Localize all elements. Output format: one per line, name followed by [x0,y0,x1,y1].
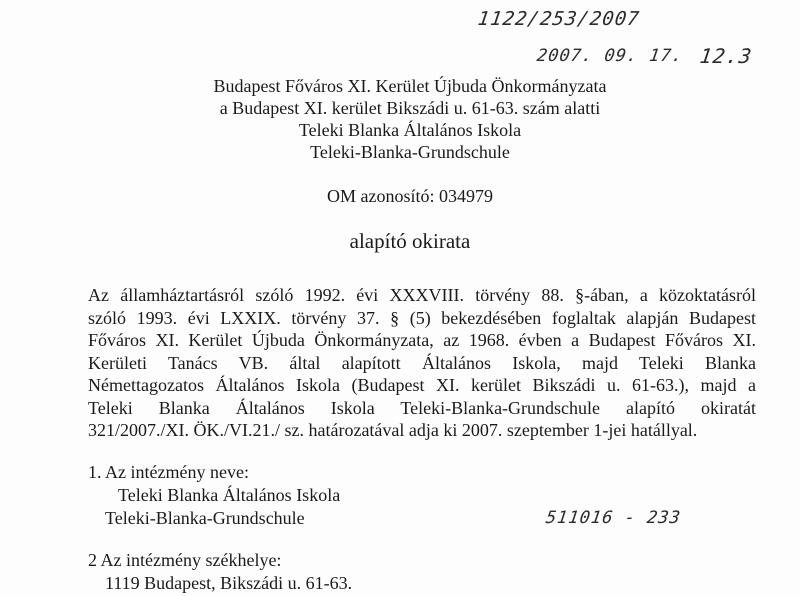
section-institution-seat [88,549,352,595]
paragraph-line: Kerületi Tanács VB. által alapított Általános Iskola, majd Teleki Blanka [88,352,756,373]
paragraph-line: Némettagozatos Általános Iskola (Budapest XI. kerület Bikszádi u. 61-63.), majd a [88,375,756,395]
paragraph-line: Főváros XI. Kerület Újbuda Önkormányzata, az 1968. évben a Budapest Főváros XI. [88,330,756,350]
document-title: alapító okirata [349,229,471,253]
handwritten-page-mark: 12.3 [698,44,754,68]
section-heading: 2 Az intézmény székhelye: [88,550,282,570]
paragraph-line: Az államháztartásról szóló 1992. évi XXXVIII. törvény 88. §-ában, a közoktatásról [88,285,756,305]
paragraph-line: szóló 1993. évi LXXIX. törvény 37. § (5) bekezdésében foglaltak alapján Budapest [88,307,756,328]
header-line-3: Teleki Blanka Általános Iskola [298,120,522,140]
handwritten-date: 2007. 09. 17. [535,46,685,66]
paragraph-line: 321/2007./XI. ÖK./VI.21./ sz. határozatával adja ki 2007. szeptember 1-jei hatállyal. [88,420,698,440]
header-line-1: Budapest Főváros XI. Kerület Újbuda Önkormányzata [213,76,607,96]
section-value: Teleki-Blanka-Grundschule [105,508,305,528]
om-identifier: OM azonosító: 034979 [327,186,493,206]
body-paragraph [88,284,756,442]
header-line-4: Teleki-Blanka-Grundschule [310,142,510,162]
handwritten-reference: 1122/253/2007 [476,8,642,30]
header-line-2: a Budapest XI. kerület Bikszádi u. 61-63. szám alatti [219,98,601,118]
section-value: 1119 Budapest, Bikszádi u. 61-63. [105,573,353,593]
handwritten-number: 511016 - 233 [544,508,683,528]
section-value: Teleki Blanka Általános Iskola [118,485,341,505]
document-header [140,75,680,163]
section-heading: 1. Az intézmény neve: [88,462,249,482]
paragraph-line: Teleki Blanka Általános Iskola Teleki-Blanka-Grundschule alapító okiratát [88,397,756,418]
section-institution-name [88,461,340,530]
